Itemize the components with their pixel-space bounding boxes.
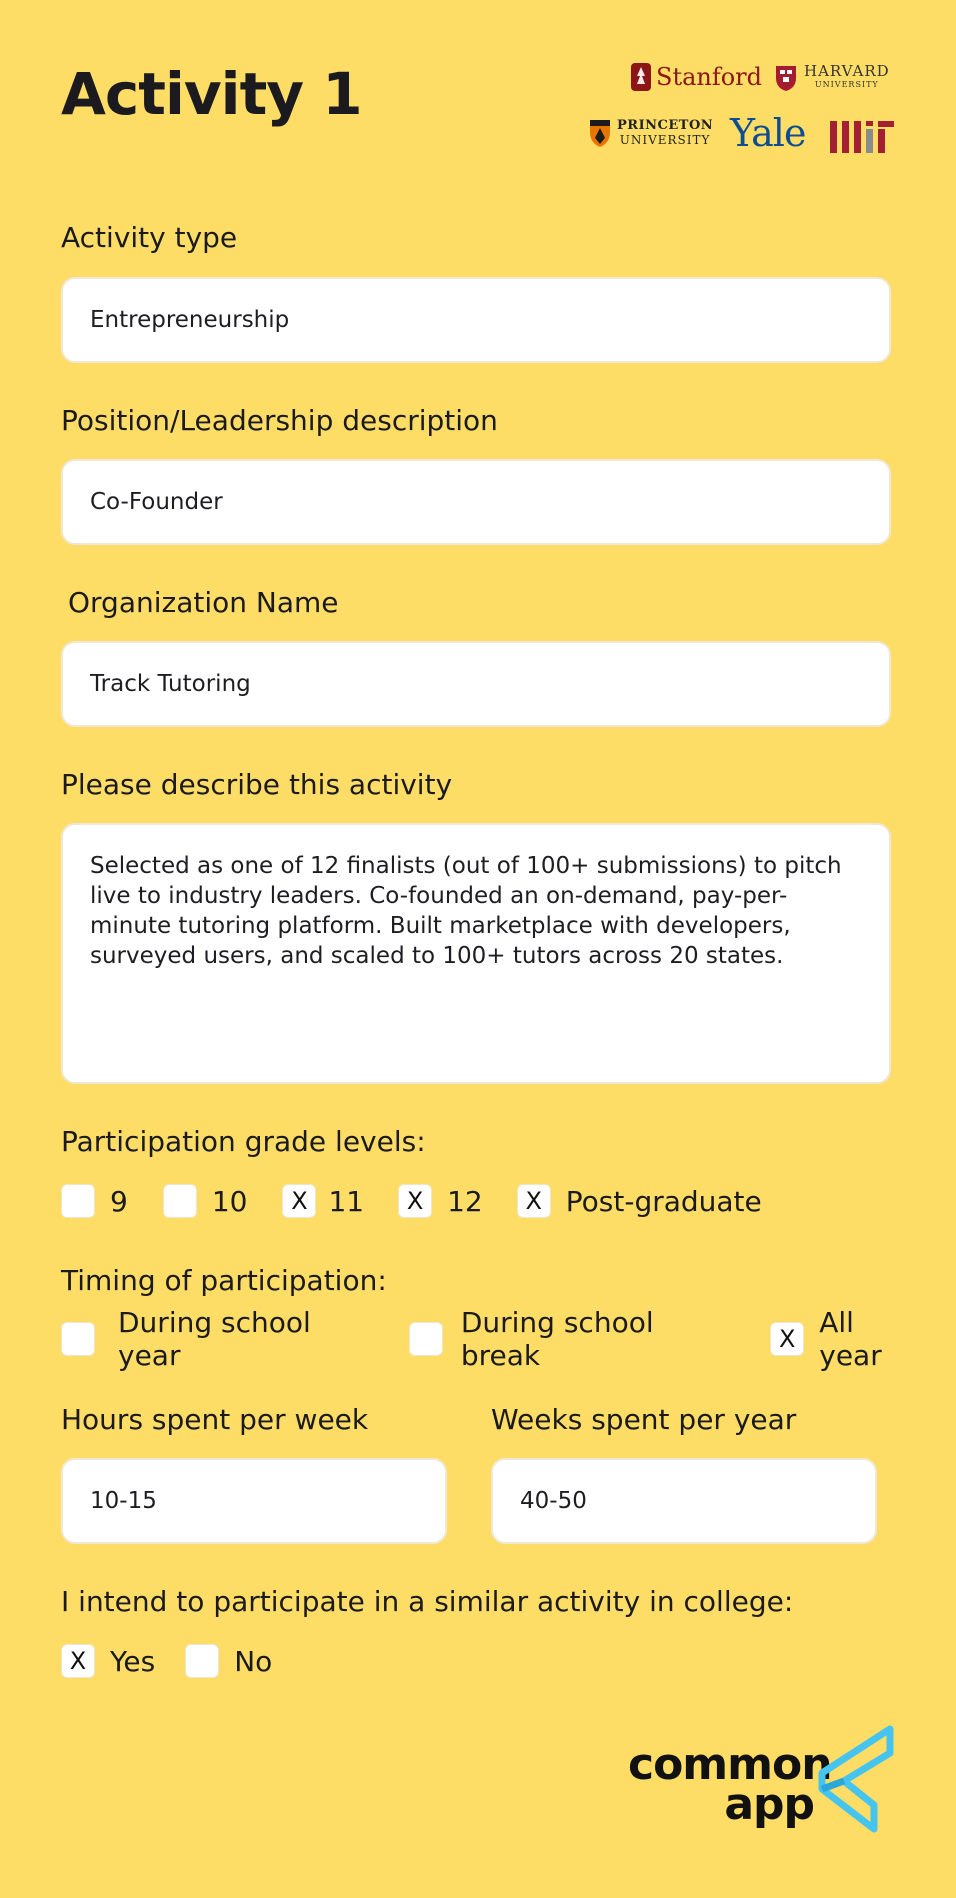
school-break-label: During school break	[460, 1306, 654, 1372]
organization-field[interactable]	[61, 641, 891, 727]
hours-value: 10-15	[90, 1488, 157, 1514]
stanford-tree-icon	[630, 62, 652, 92]
post-graduate-checkbox[interactable]: X	[517, 1184, 551, 1218]
harvard-wordmark: HARVARD	[804, 62, 890, 80]
stanford-wordmark: Stanford	[656, 63, 763, 91]
activity-type-field[interactable]	[61, 277, 891, 363]
mit-logo-mark	[830, 119, 894, 153]
timing-options	[61, 1306, 956, 1372]
weeks-value: 40-50	[520, 1488, 587, 1514]
position-label: Position/Leadership description	[61, 404, 498, 437]
post-graduate-label: Post-graduate	[565, 1184, 762, 1218]
grade-11-checkbox[interactable]: X	[282, 1184, 316, 1218]
description-textarea[interactable]	[61, 823, 891, 1084]
harvard-subtitle: UNIVERSITY	[814, 80, 879, 89]
grade-12-checkbox[interactable]: X	[398, 1184, 432, 1218]
organization-label: Organization Name	[68, 586, 339, 619]
university-logos	[580, 56, 900, 166]
harvard-logo	[774, 64, 890, 92]
activity-type-label: Activity type	[61, 221, 238, 254]
grade-9-checkbox[interactable]	[61, 1184, 95, 1218]
mit-logo	[830, 119, 894, 153]
page-title: Activity 1	[61, 60, 362, 128]
yes-checkbox[interactable]: X	[61, 1644, 95, 1678]
position-field[interactable]	[61, 459, 891, 545]
no-label: No	[234, 1644, 273, 1678]
yale-logo	[730, 111, 805, 155]
school-year-label: During school year	[118, 1306, 311, 1372]
harvard-shield-icon	[774, 64, 798, 92]
common-app-wordmark-line1: common	[628, 1739, 832, 1790]
common-app-logo	[628, 1725, 898, 1835]
stanford-logo	[630, 62, 762, 92]
school-year-checkbox[interactable]	[61, 1322, 95, 1356]
all-year-checkbox[interactable]: X	[770, 1322, 804, 1356]
common-app-wordmark-line2: app	[724, 1779, 814, 1830]
princeton-wordmark: PRINCETON	[617, 118, 714, 133]
grade-9-label: 9	[110, 1184, 128, 1218]
grade-levels-options	[61, 1181, 794, 1221]
hours-field[interactable]	[61, 1458, 447, 1544]
princeton-shield-icon	[588, 118, 612, 148]
school-break-checkbox[interactable]	[409, 1322, 443, 1356]
timing-label: Timing of participation:	[61, 1264, 387, 1297]
organization-value: Track Tutoring	[90, 671, 251, 697]
no-checkbox[interactable]	[185, 1644, 219, 1678]
hours-label: Hours spent per week	[61, 1403, 369, 1436]
activity-type-value: Entrepreneurship	[90, 307, 290, 333]
weeks-field[interactable]	[491, 1458, 877, 1544]
yes-label: Yes	[110, 1644, 156, 1678]
grade-12-label: 12	[447, 1184, 483, 1218]
grade-levels-label: Participation grade levels:	[61, 1125, 426, 1158]
common-app-mark-icon	[814, 1725, 894, 1833]
college-intent-options	[61, 1641, 304, 1681]
description-label: Please describe this activity	[61, 768, 453, 801]
yale-wordmark: Yale	[730, 111, 806, 155]
all-year-label: All year	[819, 1306, 882, 1372]
grade-11-label: 11	[328, 1184, 365, 1218]
position-value: Co-Founder	[90, 489, 223, 515]
princeton-logo	[588, 118, 713, 148]
college-intent-label: I intend to participate in a similar activity in college:	[61, 1585, 794, 1618]
princeton-subtitle: UNIVERSITY	[619, 133, 711, 147]
grade-10-checkbox[interactable]	[163, 1184, 197, 1218]
weeks-label: Weeks spent per year	[491, 1403, 797, 1436]
description-value: Selected as one of 12 finalists (out of 100+ submissions) to pitch live to industry leaders. Co-founded an on-demand, pay-per-minute tutoring platform. Built marketplace with developers, surveyed users, and scaled to 100+ tutors across 20 states.	[90, 853, 842, 969]
grade-10-label: 10	[211, 1184, 248, 1218]
